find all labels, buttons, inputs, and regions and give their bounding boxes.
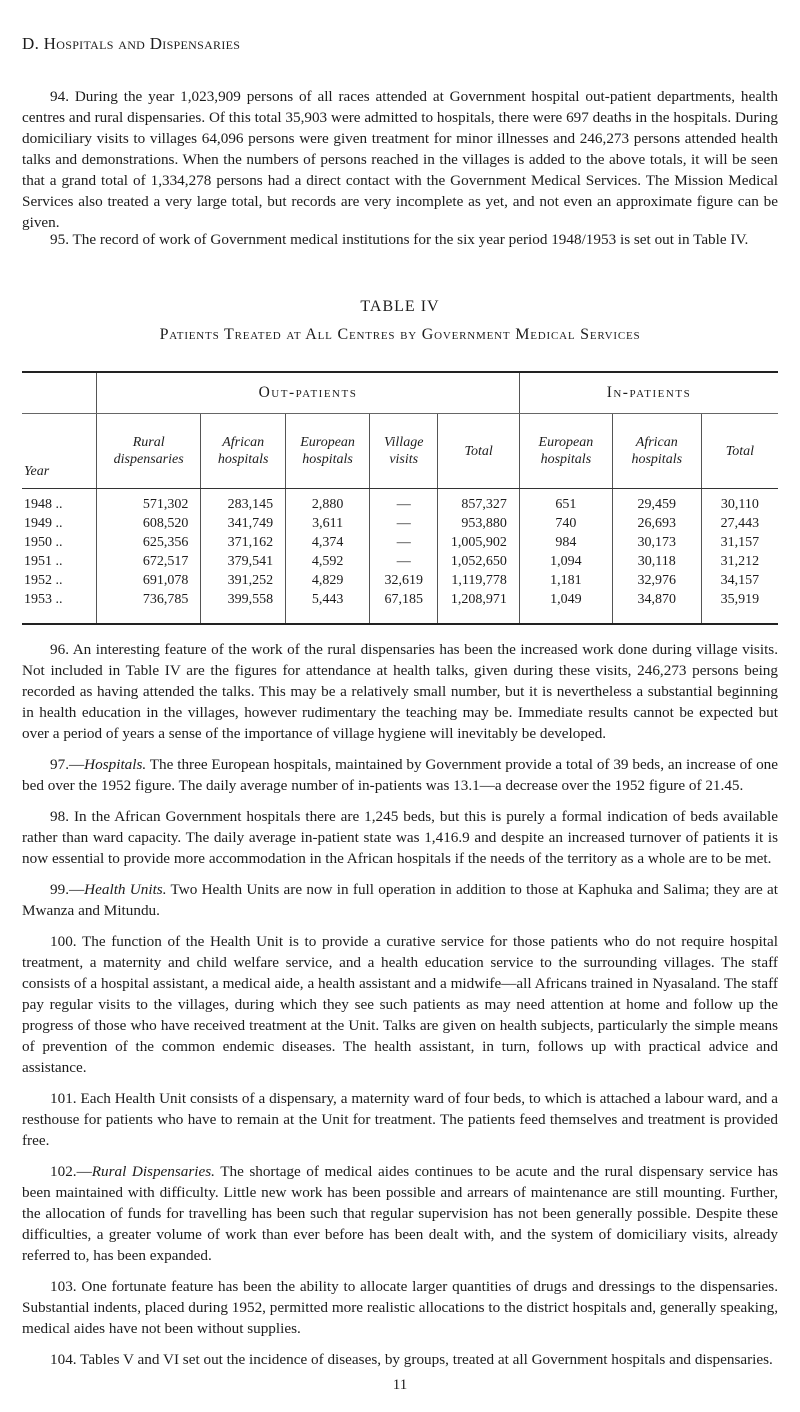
paragraph-text: Each Health Unit consists of a dispensary, a maternity ward of four beds, to which is attached a labour ward, and a resthouse for patients who have to remain at the Unit for treatment. The patients feed themselves and treatment is provided free. (22, 1090, 779, 1149)
table-row (22, 590, 778, 624)
paragraph-number: 100. (50, 933, 77, 950)
cell-european: 4,374 (286, 533, 370, 552)
paragraph-number: 98. (50, 808, 69, 825)
cell-year: 1948 .. (24, 496, 63, 512)
paragraph-number: 99.— (50, 881, 85, 898)
cell-in-african: 30,173 (612, 533, 701, 552)
cell-village: 32,619 (370, 571, 438, 590)
cell-rural: 608,520 (97, 514, 201, 533)
paragraph-96 (22, 639, 778, 744)
paragraph-number: 104. (50, 1351, 77, 1368)
paragraph-run-title: Hospitals. (84, 756, 147, 773)
table-row (22, 571, 778, 590)
paragraph-run-title: Rural Dispensaries. (91, 1163, 215, 1180)
table-row (22, 552, 778, 571)
cell-rural: 672,517 (97, 552, 201, 571)
paragraph-number: 94. (50, 88, 69, 105)
cell-in-european: 1,049 (519, 590, 612, 624)
cell-rural: 691,078 (97, 571, 201, 590)
table-subtitle: Patients Treated at All Centres by Government Medical Services (159, 326, 641, 343)
cell-african: 371,162 (201, 533, 286, 552)
paragraph-text: During the year 1,023,909 persons of all races attended at Government hospital out-patient departments, health centres and rural dispensaries. Of this total 35,903 were admitted to hospitals, there were 697 deaths in the hospitals. During domiciliary visits to villages 64,096 persons were given treatment for minor illnesses and 246,273 persons attended health talks and demonstrations. When the numbers of persons reached in the villages is added to the above totals, it will be seen that a grand total of 1,334,278 persons had a direct contact with the Government Medical Services. The Mission Medical Services also treated a very large total, but records are very incomplete as yet, and not even an approximate figure can be given. (22, 88, 778, 231)
col-header-in-african-hospitals: African hospitals (612, 414, 701, 489)
cell-total: 1,052,650 (438, 552, 520, 571)
cell-total: 1,208,971 (438, 590, 520, 624)
cell-year: 1952 .. (24, 572, 63, 588)
cell-village: — (370, 533, 438, 552)
cell-african: 379,541 (201, 552, 286, 571)
cell-in-european: 984 (519, 533, 612, 552)
paragraph-103 (22, 1276, 778, 1339)
paragraph-text: An interesting feature of the work of the rural dispensaries has been the increased work done during village visits. Not included in Table IV are the figures for attendance at health talks, given during these visits, 246,273 persons being recorded as having attended the talks. This may be a relatively small number, but it is nevertheless a substantial beginning in health education in the villages, however rudimentary the teaching may be. Immediate results cannot be expected but over a period of years a sense of the importance of village hygiene will inevitably be developed. (22, 641, 778, 742)
cell-african: 283,145 (201, 489, 286, 515)
cell-european: 3,611 (286, 514, 370, 533)
cell-european: 2,880 (286, 489, 370, 515)
col-header-year: Year (22, 414, 97, 489)
col-header-out-total: Total (438, 414, 520, 489)
cell-in-african: 26,693 (612, 514, 701, 533)
paragraph-number: 95. (50, 231, 69, 248)
cell-in-african: 30,118 (612, 552, 701, 571)
paragraph-94 (22, 86, 778, 233)
cell-village: — (370, 514, 438, 533)
table-title: TABLE IV (360, 298, 440, 315)
section-heading: D. Hospitals and Dispensaries (22, 34, 241, 53)
cell-village: 67,185 (370, 590, 438, 624)
paragraph-text: In the African Government hospitals there are 1,245 beds, but this is purely a formal indication of beds available rather than ward capacity. The daily average in-patient state was 1,416.9 and despite an increased turnover of patients it is now essential to provide more accommodation in the African hospitals if the needs of the territory as a whole are to be met. (22, 808, 778, 867)
paragraph-text: Tables V and VI set out the incidence of diseases, by groups, treated at all Government hospitals and dispensaries. (76, 1351, 773, 1368)
paragraph-97 (22, 754, 778, 796)
paragraph-number: 96. (50, 641, 69, 658)
cell-year: 1950 .. (24, 534, 63, 550)
paragraph-text: The shortage of medical aides continues to be acute and the rural dispensary service has been maintained with difficulty. Little new work has been possible and arrears of maintenance are still mounting. Further, the allocation of funds for travelling has been such that regular supervision has not been generally possible. Despite these difficulties, a greater volume of work than ever before has been dealt with, and the system of domiciliary visits, already referred to, has been expanded. (22, 1163, 778, 1264)
table-group-header-row (22, 372, 778, 414)
paragraph-number: 102.— (50, 1163, 92, 1180)
col-header-african-hospitals: African hospitals (201, 414, 286, 489)
paragraph-text: The function of the Health Unit is to provide a curative service for those patients who do not require hospital treatment, a maternity and child welfare service, and a health education service to the surrounding villages. The staff consists of a hospital assistant, a medical aide, a health assistant and a midwife—all Africans trained in Nyasaland. The staff pay regular visits to the villages, during which they see such patients as may need attention at home and follow up the progress of those who have received treatment at the Unit. Talks are given on health subjects, particularly the simple means of prevention of the common endemic diseases. The health assistant, in turn, follows up with practical advice and assistance. (22, 933, 778, 1076)
paragraph-98 (22, 806, 778, 869)
cell-rural: 736,785 (97, 590, 201, 624)
cell-african: 341,749 (201, 514, 286, 533)
table-row (22, 533, 778, 552)
page-number: 11 (392, 1377, 408, 1393)
year-group-cell (22, 372, 97, 414)
out-patients-group-header: Out-patients (97, 372, 520, 414)
col-header-village-visits: Village visits (370, 414, 438, 489)
cell-in-european: 740 (519, 514, 612, 533)
paragraph-101 (22, 1088, 778, 1151)
cell-in-african: 29,459 (612, 489, 701, 515)
cell-rural: 571,302 (97, 489, 201, 515)
cell-year: 1953 .. (24, 591, 63, 607)
paragraph-104 (22, 1349, 778, 1370)
cell-in-total: 31,212 (701, 552, 778, 571)
cell-in-total: 31,157 (701, 533, 778, 552)
cell-total: 953,880 (438, 514, 520, 533)
col-header-european-hospitals: European hospitals (286, 414, 370, 489)
patients-table (22, 371, 778, 625)
table-row (22, 489, 778, 515)
cell-african: 391,252 (201, 571, 286, 590)
cell-in-european: 651 (519, 489, 612, 515)
col-header-rural-dispensaries: Rural dispensaries (97, 414, 201, 489)
in-patients-group-header: In-patients (519, 372, 778, 414)
cell-year: 1949 .. (24, 515, 63, 531)
cell-in-total: 34,157 (701, 571, 778, 590)
paragraph-102 (22, 1161, 778, 1266)
cell-in-total: 30,110 (701, 489, 778, 515)
paragraph-100 (22, 931, 778, 1078)
cell-in-european: 1,094 (519, 552, 612, 571)
paragraph-text: One fortunate feature has been the ability to allocate larger quantities of drugs and dressings to the dispensaries. Substantial indents, placed during 1952, permitted more realistic allocations to the district hospitals and, generally speaking, medical aides have not been without supplies. (22, 1278, 779, 1337)
cell-european: 4,592 (286, 552, 370, 571)
col-header-in-european-hospitals: European hospitals (519, 414, 612, 489)
cell-year: 1951 .. (24, 553, 63, 569)
cell-total: 857,327 (438, 489, 520, 515)
table-column-header-row (22, 414, 778, 489)
cell-rural: 625,356 (97, 533, 201, 552)
paragraph-run-title: Health Units. (84, 881, 167, 898)
paragraph-number: 97.— (50, 756, 85, 773)
cell-village: — (370, 552, 438, 571)
paragraph-99 (22, 879, 778, 921)
col-header-in-total: Total (701, 414, 778, 489)
cell-in-total: 35,919 (701, 590, 778, 624)
paragraph-text: The record of work of Government medical institutions for the six year period 1948/1953 is set out in Table IV. (72, 231, 749, 248)
cell-in-european: 1,181 (519, 571, 612, 590)
paragraph-text: The three European hospitals, maintained by Government provide a total of 39 beds, an increase of one bed over the 1952 figure. The daily average number of in-patients was 13.1—a decrease over the 1952 figure of 21.45. (22, 756, 779, 794)
table-row (22, 514, 778, 533)
cell-european: 4,829 (286, 571, 370, 590)
cell-european: 5,443 (286, 590, 370, 624)
paragraph-number: 101. (50, 1090, 77, 1107)
cell-in-african: 32,976 (612, 571, 701, 590)
cell-total: 1,005,902 (438, 533, 520, 552)
cell-total: 1,119,778 (438, 571, 520, 590)
paragraph-text: Two Health Units are now in full operation in addition to those at Kaphuka and Salima; they are at Mwanza and Mitundu. (22, 881, 778, 919)
cell-in-african: 34,870 (612, 590, 701, 624)
cell-in-total: 27,443 (701, 514, 778, 533)
paragraph-number: 103. (50, 1278, 77, 1295)
cell-african: 399,558 (201, 590, 286, 624)
paragraph-95 (22, 229, 778, 250)
cell-village: — (370, 489, 438, 515)
